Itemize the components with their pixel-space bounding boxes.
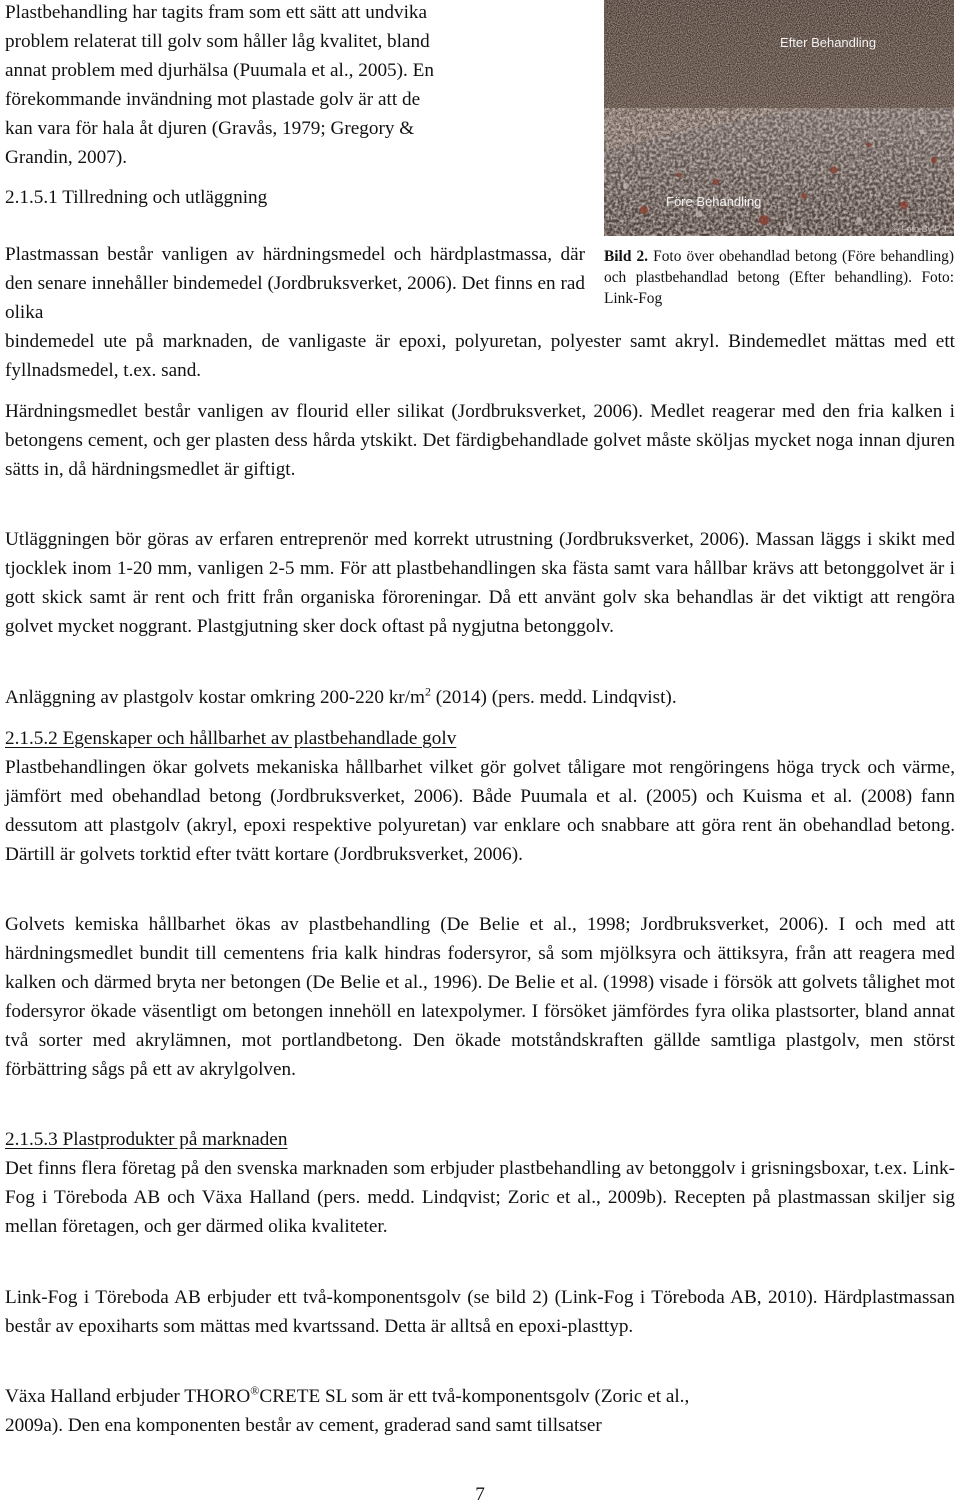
paragraph-hardener: Härdningsmedlet består vanligen av flourid eller silikat (Jordbruksverket, 2006). Medlet reagerar med den fria kalken i betongens cement, och ger plasten dess hårda ytskikt. Det färdigbehandlade golvet måste sköljas mycket noga innan djuren sätts in, då härdningsmedlet är giftigt. bbox=[5, 401, 955, 480]
paragraph-chemical-durability: Golvets kemiska hållbarhet ökas av plastbehandling (De Belie et al., 1998; Jordbruksverket, 2006). I och med att härdningsmedlet bundit till cementens fria kalk hindras fodersyror, så som mjölksyra och ättiksyra, från att reagera med kalken och därmed bryta ner betongen (De Belie et al., 1996). De Belie et al. (1998) visade i försök att golvets tålighet mot fodersyror ökade väsentligt om betongen innehöll en latexpolymer. I försöket jämfördes fyra olika plastsorter, bland annat två sorter med akrylämnen, mot portlandbetong. Den ökade motståndskraften gällde samtliga plastgolv, men störst förbättring sågs på ett av akrylgolven. bbox=[5, 914, 955, 1080]
registered-symbol: ® bbox=[250, 1383, 260, 1398]
paragraph-properties: Plastbehandlingen ökar golvets mekaniska hållbarhet vilket gör golvet tåligare mot rengöringens höga tryck och värme, jämfört med obehandlad betong (Jordbruksverket, 2006). Både Puumala et al. (2005) och Kuisma et al. (2008) fann dessutom att plastgolv (akryl, epoxi respektive polyuretan) var enklare och snabbare att göra rent än obehandlad betong. Därtill är golvets torktid efter tvätt kortare (Jordbruksverket, 2006). bbox=[5, 757, 955, 865]
intro-line: annat problem med djurhälsa (Puumala et al., 2005). En bbox=[5, 60, 434, 81]
caption-label: Bild 2. bbox=[604, 248, 649, 265]
paragraph-link-fog: Link-Fog i Töreboda AB erbjuder ett två-komponentsgolv (se bild 2) (Link-Fog i Töreboda AB, 2010). Härdplastmassan består av epoxiharts som mättas med kvartssand. Detta är alltså en epoxi-plasttyp. bbox=[5, 1287, 955, 1337]
paragraph-vaxa-halland bbox=[5, 1382, 955, 1440]
vaxa-text-end: CRETE SL som är ett två-komponentsgolv (Zoric et al., bbox=[259, 1386, 690, 1407]
photo-watermark: © Foto By P.J bbox=[892, 224, 947, 234]
label-before-treatment: Före Behandling bbox=[666, 194, 762, 209]
paragraph-binders-left: Plastmassan består vanligen av härdningsmedel och härdplastmassa, där den senare innehåller bindemedel (Jordbruksverket, 2006). Det finns en rad olika bbox=[5, 244, 585, 323]
intro-line: problem relaterat till golv som håller låg kvalitet, bland bbox=[5, 31, 430, 52]
caption-text: Foto över obehandlad betong (Före behandling) och plastbehandlad betong (Efter behandling). Foto: Link-Fog bbox=[604, 248, 954, 307]
page-number: 7 bbox=[475, 1484, 485, 1505]
cost-text: Anläggning av plastgolv kostar omkring 200-220 kr/m bbox=[5, 687, 425, 708]
paragraph-cost bbox=[5, 683, 955, 712]
intro-line: Plastbehandling har tagits fram som ett sätt att undvika bbox=[5, 2, 428, 23]
label-after-treatment: Efter Behandling bbox=[780, 35, 877, 50]
intro-paragraph bbox=[5, 0, 585, 172]
intro-line: förekommande invändning mot plastade golv är att de bbox=[5, 89, 421, 110]
floor-photo-image bbox=[604, 0, 954, 236]
figure-caption bbox=[604, 246, 954, 309]
section-heading-2-1-5-2: 2.1.5.2 Egenskaper och hållbarhet av plastbehandlade golv bbox=[5, 728, 457, 749]
paragraph-binders-rest: bindemedel ute på marknaden, de vanligaste är epoxi, polyuretan, polyester samt akryl. Bindemedlet mättas med ett fyllnadsmedel, t.ex. sand. bbox=[5, 331, 955, 381]
vaxa-text-line2: 2009a). Den ena komponenten består av cement, graderad sand samt tillsatser bbox=[5, 1415, 602, 1436]
vaxa-text: Växa Halland erbjuder THORO bbox=[5, 1386, 251, 1407]
paragraph-application: Utläggningen bör göras av erfaren entreprenör med korrekt utrustning (Jordbruksverket, 2006). Massan läggs i skikt med tjocklek inom 1-20 mm, vanligen 2-5 mm. För att plastbehandlingen ska fästa samt vara hållbar krävs att betonggolvet är i gott skick samt är rent och fritt från organiska föroreningar. Då ett använt golv ska behandlas är det viktigt att rengöra golvet mycket noggrant. Plastgjutning sker dock oftast på nygjutna betonggolv. bbox=[5, 529, 955, 637]
section-heading-2-1-5-3: 2.1.5.3 Plastprodukter på marknaden bbox=[5, 1129, 288, 1150]
intro-line: kan vara för hala åt djuren (Gravås, 1979; Gregory & bbox=[5, 118, 415, 139]
paragraph-market: Det finns flera företag på den svenska marknaden som erbjuder plastbehandling av betonggolv i grisningsboxar, t.ex. Link-Fog i Töreboda AB och Växa Halland (pers. medd. Lindqvist; Zoric et al., 2009b). Recepten på plastmassan skiljer sig mellan företagen, och ger därmed olika kvaliteter. bbox=[5, 1158, 955, 1237]
floor-photo bbox=[604, 0, 954, 236]
section-heading-2-1-5-1: 2.1.5.1 Tillredning och utläggning bbox=[5, 187, 268, 208]
cost-text-end: (2014) (pers. medd. Lindqvist). bbox=[430, 687, 677, 708]
intro-line: Grandin, 2007). bbox=[5, 147, 128, 168]
cost-superscript: 2 bbox=[424, 684, 431, 699]
